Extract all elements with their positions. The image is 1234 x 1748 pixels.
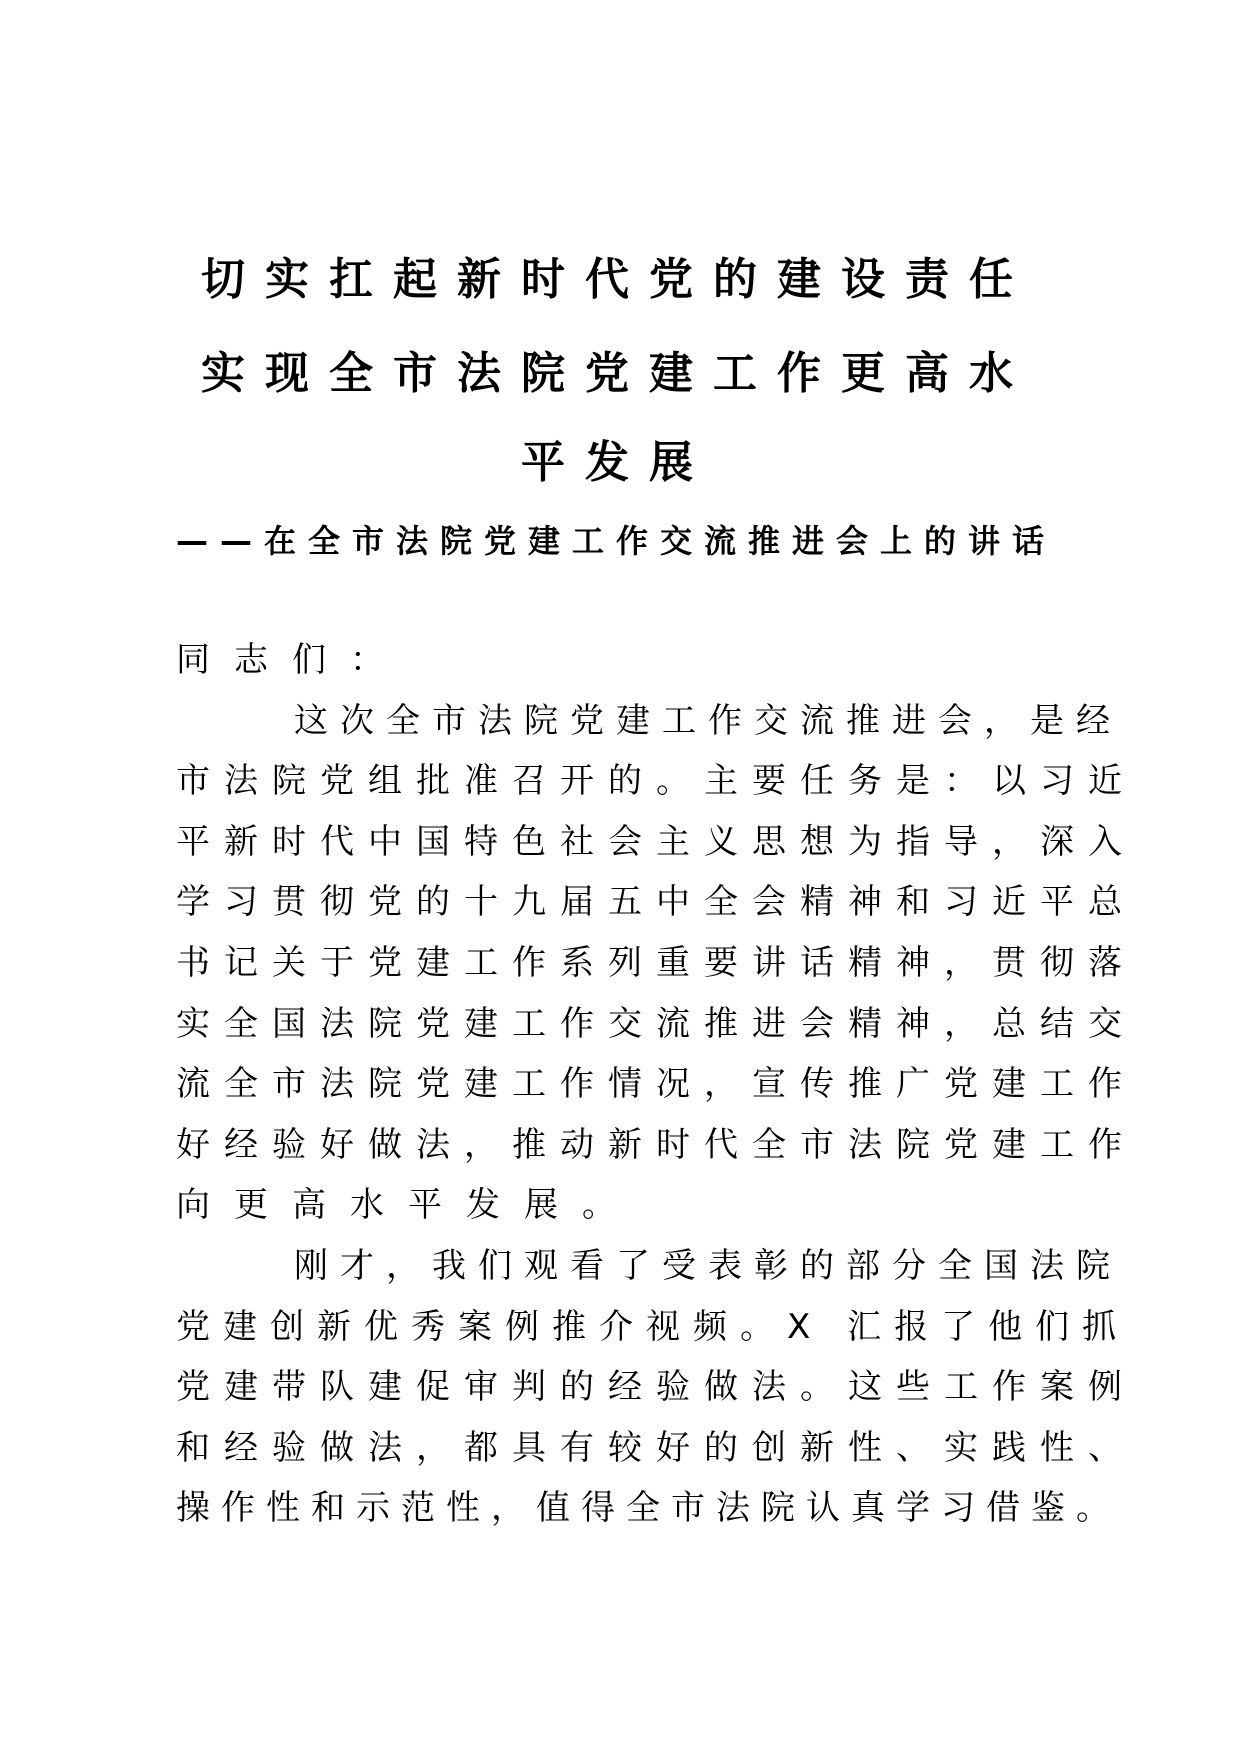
paragraph-2 bbox=[176, 1236, 1136, 1539]
salutation: 同志们： bbox=[176, 640, 408, 680]
paragraph-line: 操作性和示范性，值得全市法院认真学习借鉴。 bbox=[176, 1488, 1121, 1529]
paragraph-line: 党建带队建促审判的经验做法。这些工作案例 bbox=[176, 1367, 1136, 1408]
document-title-line-3: 平发展 bbox=[521, 437, 713, 488]
paragraph-line: 这次全市法院党建工作交流推进会，是经 bbox=[294, 700, 1122, 741]
paragraph-line: 实全国法院党建工作交流推进会精神，总结交 bbox=[176, 1003, 1136, 1044]
paragraph-line: 刚才，我们观看了受表彰的部分全国法院 bbox=[294, 1245, 1122, 1286]
paragraph-line: 书记关于党建工作系列重要讲话精神，贯彻落 bbox=[176, 942, 1136, 983]
document-body bbox=[176, 630, 1136, 1539]
paragraph-line: 党建创新优秀案例推介视频。X 汇报了他们抓 bbox=[176, 1306, 1130, 1347]
paragraph-line: 向更高水平发展。 bbox=[176, 1185, 640, 1226]
paragraph-line: 好经验好做法，推动新时代全市法院党建工作 bbox=[176, 1124, 1136, 1165]
document-title-line-2: 实现全市法院党建工作更高水 bbox=[201, 348, 1033, 399]
paragraph-line: 市法院党组批准召开的。主要任务是：以习近 bbox=[176, 761, 1136, 802]
document-title-line-1: 切实扛起新时代党的建设责任 bbox=[201, 254, 1033, 305]
paragraph-1 bbox=[176, 691, 1136, 1236]
paragraph-line: 流全市法院党建工作情况，宣传推广党建工作 bbox=[176, 1064, 1136, 1105]
paragraph-line: 学习贯彻党的十九届五中全会精神和习近平总 bbox=[176, 882, 1136, 923]
paragraph-line: 和经验做法，都具有较好的创新性、实践性、 bbox=[176, 1427, 1136, 1468]
paragraph-line: 平新时代中国特色社会主义思想为指导，深入 bbox=[176, 821, 1136, 862]
document-subtitle: ——在全市法院党建工作交流推进会上的讲话 bbox=[176, 522, 1057, 560]
